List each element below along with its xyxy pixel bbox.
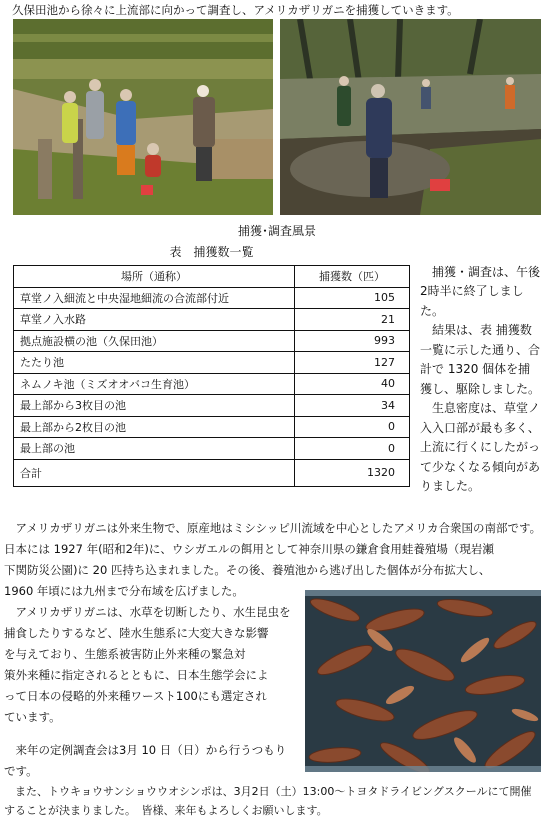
para2-line: 策外来種に指定されるとともに、日本生態学会によ [4, 668, 269, 682]
para2-line: を与えており、生態系被害防止外来種の緊急対 [4, 647, 246, 661]
para3-line: です。 [4, 764, 38, 778]
cell-count: 40 [295, 373, 410, 395]
para1-line: 1960 年頃には九州まで分布域を広げました。 [4, 584, 244, 598]
photo-caption: 捕獲･調査風景 [237, 224, 316, 238]
cell-location: ネムノキ池（ミズオオバコ生育池） [14, 373, 295, 395]
survey-photo-pond [280, 19, 541, 215]
side-line: 計で 1320 個体を捕 [420, 362, 531, 376]
survey-photo-group [13, 19, 273, 215]
para4-line: また、トウキョウサンショウウオシンポは、3月2日（土）13:00～トヨタドライビングスクールにて開催 [4, 785, 532, 798]
side-line: 獲し、駆除しました。 [420, 382, 541, 396]
side-line: 2時半に終了しまし [420, 284, 524, 298]
side-line: 上流に行くにしたがっ [420, 440, 541, 454]
cell-location: 最上部から3枚目の池 [14, 395, 295, 417]
cell-count: 0 [295, 438, 410, 460]
side-line: た。 [420, 304, 445, 318]
side-line: て少なくなる傾向があ [420, 460, 541, 474]
table-row [14, 395, 410, 417]
para1-line: 下関防災公園)に 20 匹持ち込まれました。その後、養殖池から逃げ出した個体が分布拡大し、 [4, 563, 491, 577]
cell-location: 最上部の池 [14, 438, 295, 460]
intro-line: 久保田池から徐々に上流部に向かって調査し、アメリカザリガニを捕獲していきます。 [12, 3, 459, 17]
para2-line: アメリカザリガニは、水草を切断したり、水生昆虫を [4, 605, 291, 619]
table-row [14, 438, 410, 460]
cell-location: たたり池 [14, 352, 295, 374]
table-title: 表 捕獲数一覧 [169, 245, 254, 259]
table-row [14, 416, 410, 438]
para1-line: 日本には 1927 年(昭和2年)に、ウシガエルの餌用として神奈川県の鎌倉食用蛙養殖場（現岩瀬 [4, 542, 494, 556]
cell-count: 993 [295, 330, 410, 352]
side-line: 入入口部が最も多く、 [420, 421, 540, 435]
cell-count: 21 [295, 309, 410, 331]
cell-count: 0 [295, 416, 410, 438]
table-row [14, 352, 410, 374]
cell-location: 拠点施設横の池（久保田池） [14, 330, 295, 352]
para1-line: アメリカザリガニは外来生物で、原産地はミシシッピ川流域を中心としたアメリカ合衆国の南部です。 [4, 521, 542, 535]
table-row [14, 373, 410, 395]
crayfish-photo [305, 590, 541, 772]
side-line: りました。 [420, 479, 481, 493]
side-line: 結果は、表 捕獲数 [420, 323, 532, 337]
total-count: 1320 [295, 459, 410, 486]
side-line: 生息密度は、草堂ノ [420, 401, 541, 415]
catch-count-table [13, 265, 410, 487]
table-header-row [14, 266, 410, 288]
table-row [14, 330, 410, 352]
table-row [14, 309, 410, 331]
cell-location: 最上部から2枚目の池 [14, 416, 295, 438]
para4-line: することが決まりました。 皆様、来年もよろしくお願いします。 [4, 804, 328, 817]
cell-count: 127 [295, 352, 410, 374]
header-location: 場所（通称） [14, 266, 295, 288]
para3-line: 来年の定例調査会は3月 10 日（日）から行うつもり [4, 743, 287, 757]
total-label: 合計 [14, 459, 295, 486]
para2-line: ています。 [4, 710, 61, 724]
para2-line: って日本の侵略的外来種ワースト100にも選定され [4, 689, 267, 703]
cell-location: 草堂ノ入水路 [14, 309, 295, 331]
cell-location: 草堂ノ入細流と中央湿地細流の合流部付近 [14, 287, 295, 309]
table-total-row [14, 459, 410, 486]
cell-count: 34 [295, 395, 410, 417]
side-line: 捕獲・調査は、午後 [420, 265, 541, 279]
cell-count: 105 [295, 287, 410, 309]
table-row [14, 287, 410, 309]
header-count: 捕獲数（匹） [295, 266, 410, 288]
para2-line: 捕食したりするなど、陸水生態系に大変大きな影響 [4, 626, 269, 640]
side-line: 一覧に示した通り、合 [420, 343, 541, 357]
